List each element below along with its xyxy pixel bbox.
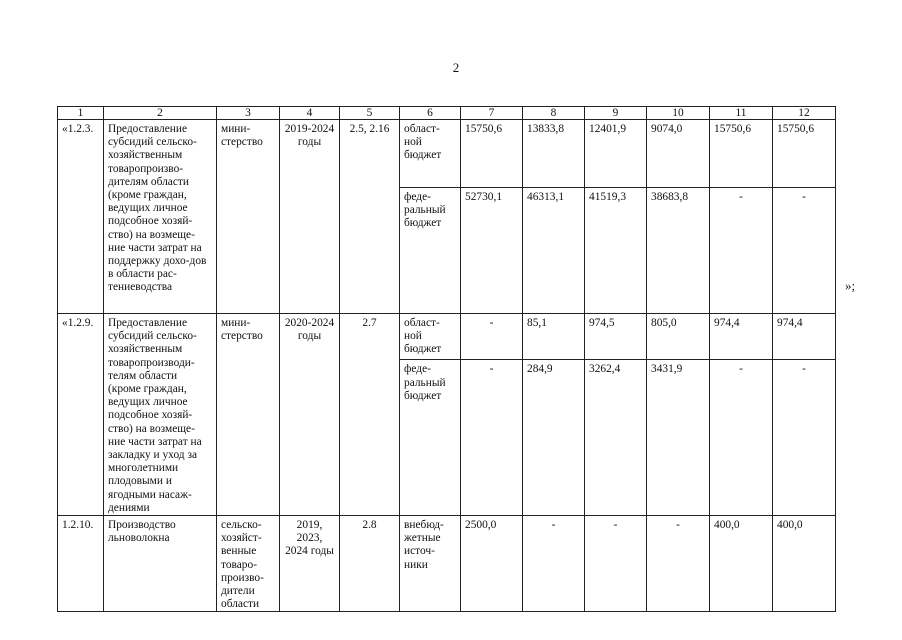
- activity-indicator: 2.5, 2.16: [340, 120, 400, 314]
- activity-executor: сельско-хозяйст-венные товаро-произво-дители области: [217, 516, 280, 612]
- value-cell: -: [773, 360, 836, 516]
- value-cell: -: [773, 188, 836, 314]
- closing-quote-mark: »;: [845, 278, 856, 293]
- budget-table: [57, 106, 836, 612]
- activity-executor: мини-стерство: [217, 314, 280, 516]
- value-cell: 15750,6: [773, 120, 836, 188]
- activity-code: «1.2.9.: [58, 314, 104, 516]
- activity-name: Предоставление субсидий сельско-хозяйственным товаропроизво-дителям области (кроме граждан, ведущих личное подсобное хозяй-ство) на возмеще-ние части затрат на поддержку дохо-дов в области рас-тениеводства: [104, 120, 217, 314]
- activity-name: Предоставление субсидий сельско-хозяйственным товаропроизводи-телям области (кроме граждан, ведущих личное подсобное хозяй-ство) на возмеще-ние части затрат на закладку и уход за многолетними плодовыми и ягодными насаж-дениями: [104, 314, 217, 516]
- value-cell: -: [710, 188, 773, 314]
- header-cell: 12: [773, 107, 836, 120]
- funding-source: внебюд-жетные источ-ники: [400, 516, 461, 612]
- value-cell: -: [647, 516, 710, 612]
- value-cell: -: [585, 516, 647, 612]
- value-cell: 805,0: [647, 314, 710, 360]
- value-cell: -: [461, 314, 523, 360]
- value-cell: 85,1: [523, 314, 585, 360]
- activity-executor: мини-стерство: [217, 120, 280, 314]
- value-cell: 13833,8: [523, 120, 585, 188]
- activity-indicator: 2.8: [340, 516, 400, 612]
- value-cell: 284,9: [523, 360, 585, 516]
- header-cell: 10: [647, 107, 710, 120]
- value-cell: 15750,6: [461, 120, 523, 188]
- header-cell: 5: [340, 107, 400, 120]
- funding-source: феде-ральный бюджет: [400, 188, 461, 314]
- table-header-row: [58, 107, 836, 120]
- page-number: 2: [452, 60, 460, 75]
- value-cell: 400,0: [773, 516, 836, 612]
- value-cell: 3431,9: [647, 360, 710, 516]
- header-cell: 1: [58, 107, 104, 120]
- value-cell: 974,4: [773, 314, 836, 360]
- value-cell: 12401,9: [585, 120, 647, 188]
- table-row: [58, 516, 836, 612]
- activity-period: 2019-2024 годы: [280, 120, 340, 314]
- table-row: [58, 120, 836, 188]
- header-cell: 9: [585, 107, 647, 120]
- value-cell: 41519,3: [585, 188, 647, 314]
- value-cell: -: [710, 360, 773, 516]
- header-cell: 6: [400, 107, 461, 120]
- value-cell: 9074,0: [647, 120, 710, 188]
- header-cell: 3: [217, 107, 280, 120]
- value-cell: -: [461, 360, 523, 516]
- header-cell: 11: [710, 107, 773, 120]
- header-cell: 7: [461, 107, 523, 120]
- value-cell: 38683,8: [647, 188, 710, 314]
- activity-period: 2019, 2023, 2024 годы: [280, 516, 340, 612]
- header-cell: 8: [523, 107, 585, 120]
- activity-indicator: 2.7: [340, 314, 400, 516]
- funding-source: област-ной бюджет: [400, 120, 461, 188]
- activity-code: «1.2.3.: [58, 120, 104, 314]
- value-cell: 974,4: [710, 314, 773, 360]
- funding-source: феде-ральный бюджет: [400, 360, 461, 516]
- header-cell: 2: [104, 107, 217, 120]
- value-cell: 46313,1: [523, 188, 585, 314]
- value-cell: -: [523, 516, 585, 612]
- value-cell: 400,0: [710, 516, 773, 612]
- funding-source: област-ной бюджет: [400, 314, 461, 360]
- value-cell: 3262,4: [585, 360, 647, 516]
- value-cell: 52730,1: [461, 188, 523, 314]
- value-cell: 2500,0: [461, 516, 523, 612]
- activity-name: Производство льноволокна: [104, 516, 217, 612]
- header-cell: 4: [280, 107, 340, 120]
- activity-code: 1.2.10.: [58, 516, 104, 612]
- value-cell: 974,5: [585, 314, 647, 360]
- table-row: [58, 314, 836, 360]
- value-cell: 15750,6: [710, 120, 773, 188]
- activity-period: 2020-2024 годы: [280, 314, 340, 516]
